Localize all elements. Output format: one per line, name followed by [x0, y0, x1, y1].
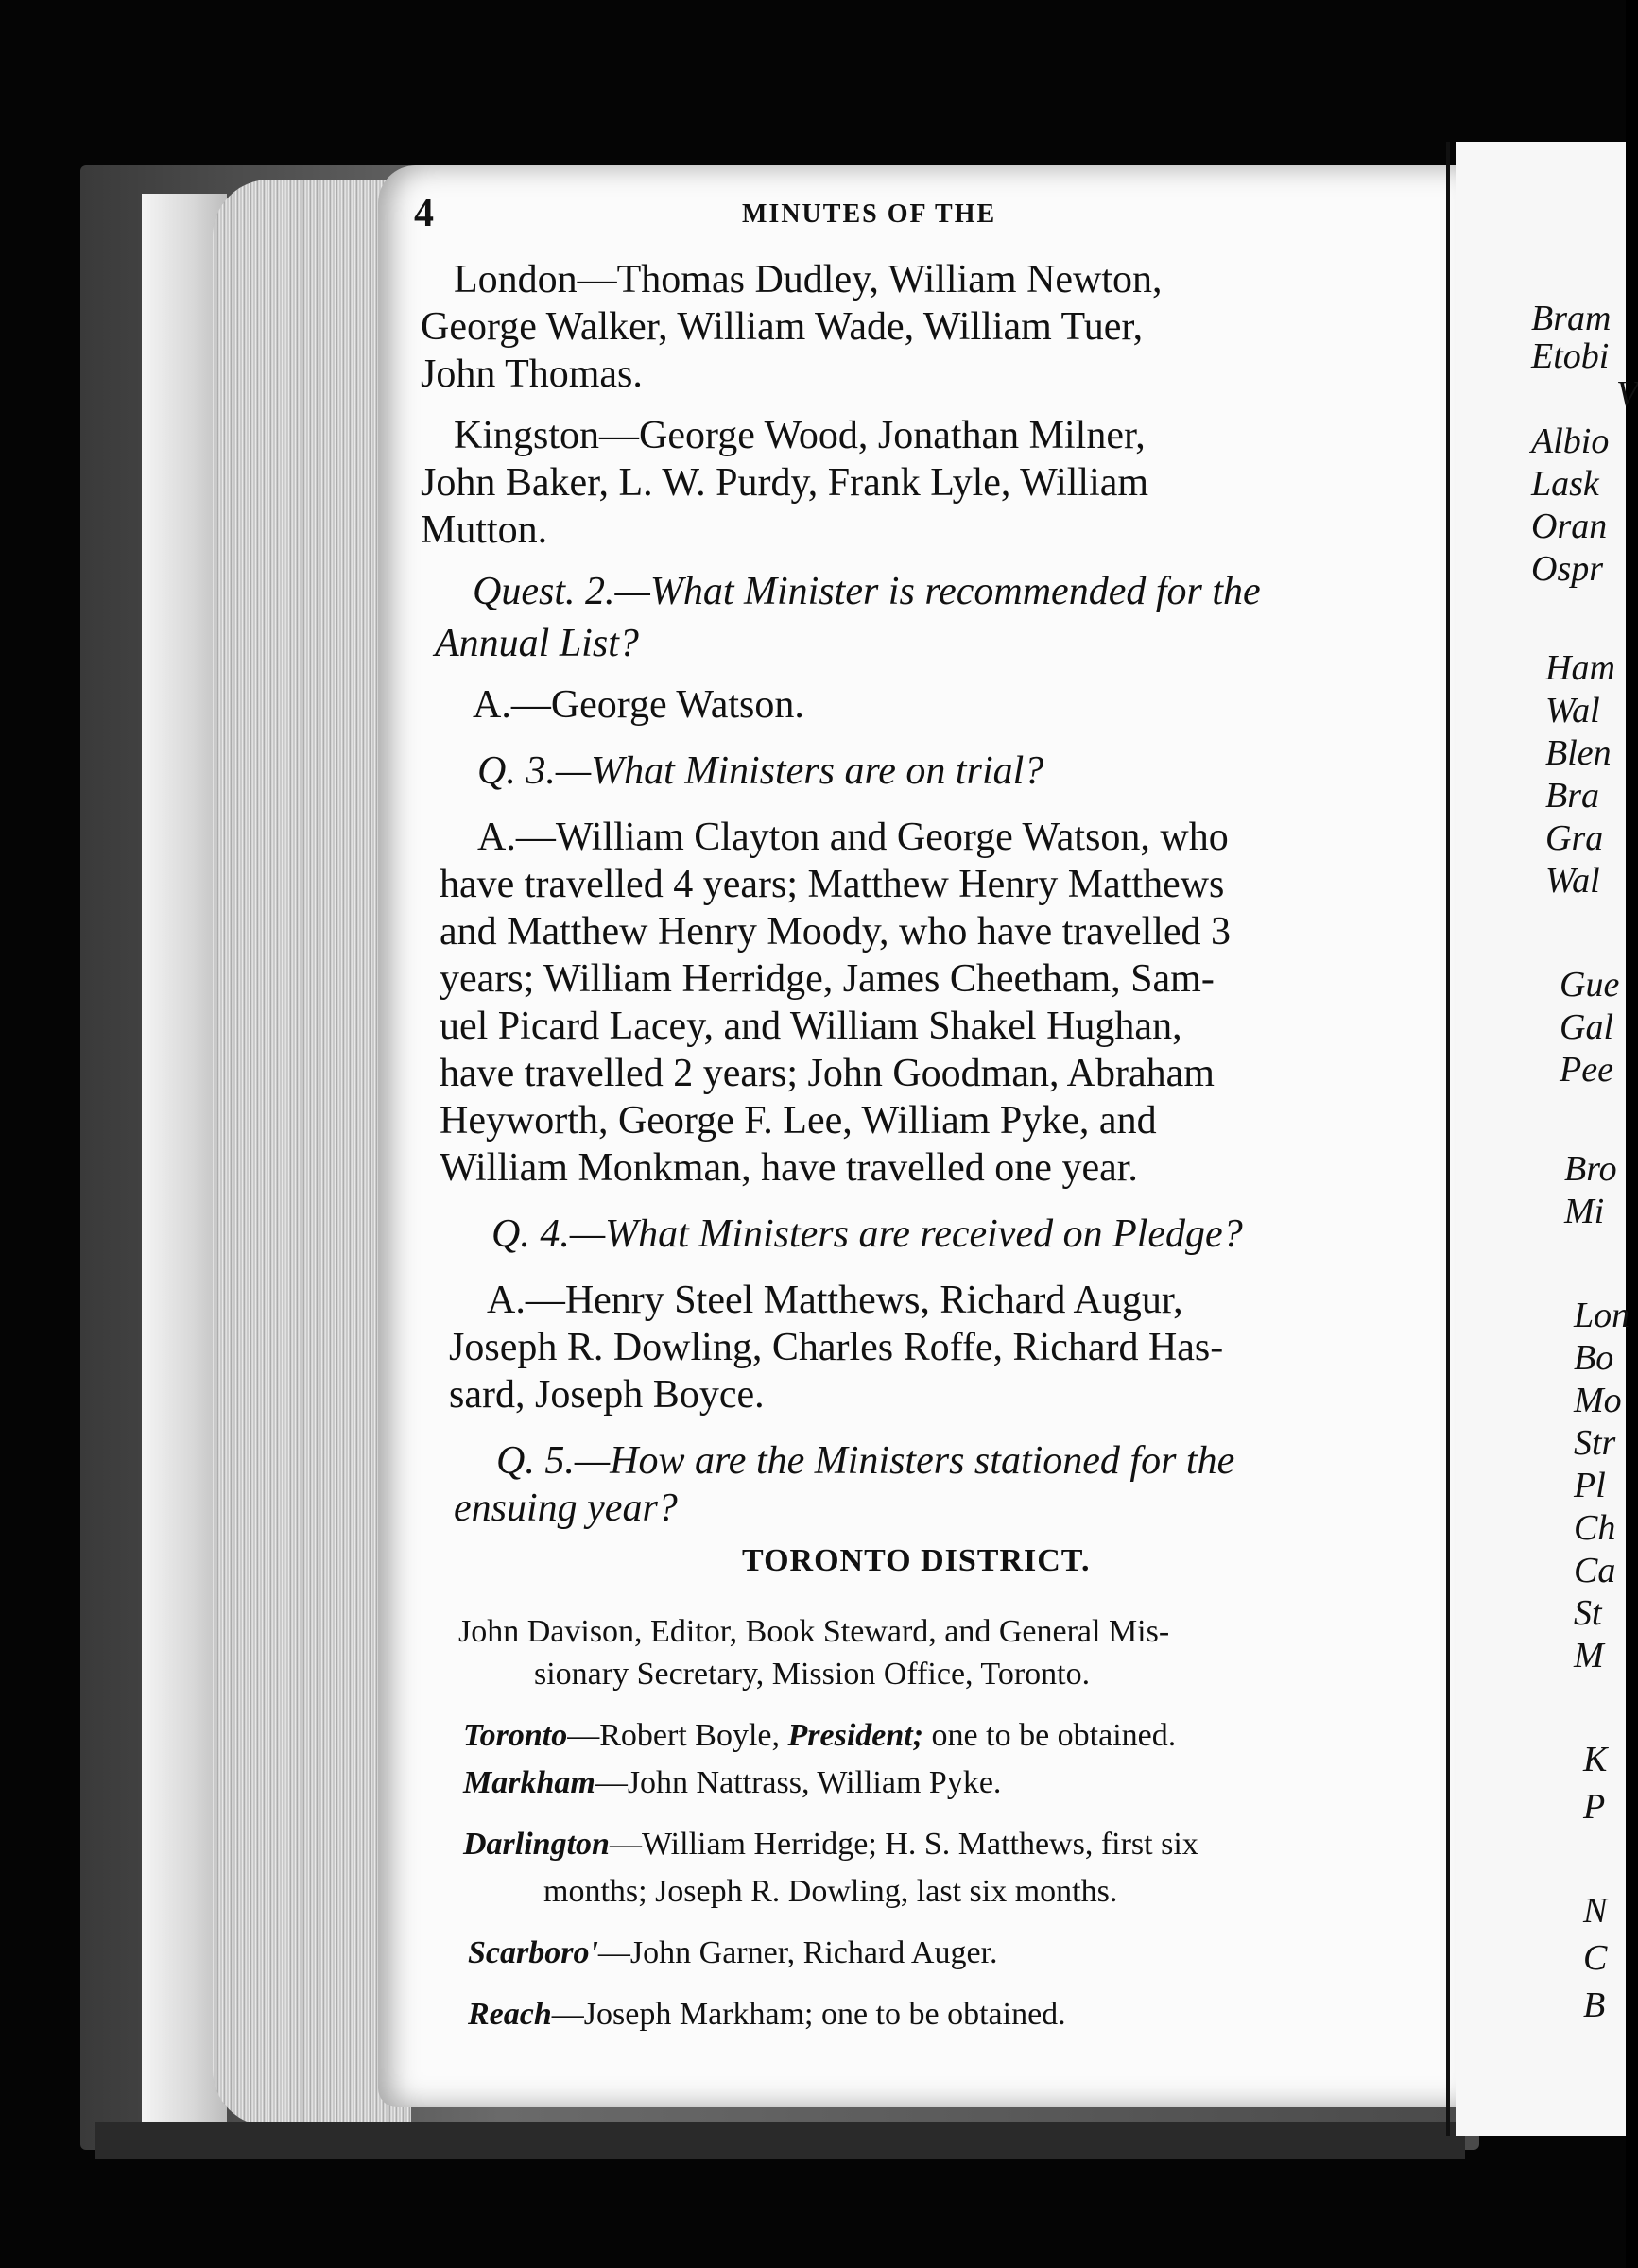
answer-line: and Matthew Henry Moody, who have travelled 3: [440, 910, 1232, 954]
fragment-line: Ospr: [1531, 549, 1604, 589]
place-name: Toronto: [463, 1718, 568, 1753]
district-heading: TORONTO DISTRICT.: [742, 1543, 1091, 1578]
answer-line: A.—William Clayton and George Watson, who: [477, 816, 1229, 859]
answer-line: William Monkman, have travelled one year.: [440, 1146, 1138, 1190]
fragment-line: Wal: [1545, 861, 1600, 901]
answer-line: Heyworth, George F. Lee, William Pyke, and: [440, 1099, 1157, 1143]
fragment-line: Ch: [1574, 1508, 1616, 1548]
fragment-line: Albio: [1531, 421, 1610, 461]
text-line: Mutton.: [421, 508, 548, 552]
answer-line: Joseph R. Dowling, Charles Roffe, Richard Has-: [449, 1326, 1224, 1369]
text-line: John Thomas.: [421, 352, 643, 396]
answer-line: sard, Joseph Boyce.: [449, 1373, 765, 1417]
role-text: President;: [787, 1718, 924, 1753]
question-line: Quest. 2.—What Minister is recommended for the: [473, 570, 1261, 613]
station-text: —John Garner, Richard Auger.: [597, 1935, 998, 1970]
station-line: John Davison, Editor, Book Steward, and General Mis-: [458, 1614, 1170, 1649]
fragment-line: Etobi: [1531, 336, 1610, 376]
right-page-fragment: [1456, 142, 1638, 2136]
fragment-line: Oran: [1531, 507, 1608, 546]
fragment-line: Lon: [1574, 1296, 1630, 1335]
station-text: —Robert Boyle,: [567, 1718, 788, 1753]
question-line: Annual List?: [435, 622, 639, 665]
station-line: [463, 1829, 1198, 1861]
station-line: months; Joseph R. Dowling, last six months.: [543, 1874, 1118, 1909]
station-text: —John Nattrass, William Pyke.: [595, 1765, 1002, 1800]
left-page: [378, 165, 1465, 2107]
fragment-line: Pl: [1574, 1466, 1606, 1505]
place-name: Scarboro': [468, 1935, 598, 1970]
text-line: George Walker, William Wade, William Tuer,: [421, 305, 1144, 349]
fragment-line: Ca: [1574, 1551, 1616, 1590]
fragment-line: Gra: [1545, 818, 1604, 858]
fragment-line: Ham: [1545, 648, 1615, 688]
answer-line: A.—George Watson.: [473, 683, 804, 727]
fragment-line: Wal: [1545, 691, 1600, 730]
fragment-line: Mo: [1574, 1381, 1622, 1420]
book-bottom-edge: [95, 2122, 1465, 2159]
place-name: Markham: [463, 1765, 595, 1800]
fragment-line: C: [1583, 1938, 1608, 1978]
fragment-line: N: [1583, 1891, 1608, 1931]
question-line: Q. 5.—How are the Ministers stationed for the: [496, 1439, 1235, 1483]
fragment-line: Lask: [1531, 464, 1599, 504]
running-head: MINUTES OF THE: [742, 199, 997, 229]
station-line: [468, 1937, 998, 1969]
fragment-line: Bro: [1564, 1149, 1617, 1189]
page-number: 4: [414, 192, 434, 235]
fragment-line: Bo: [1574, 1338, 1614, 1378]
station-text: —William Herridge; H. S. Matthews, first six: [609, 1827, 1198, 1862]
fragment-line: Bram: [1531, 299, 1612, 338]
fragment-line: K: [1583, 1740, 1608, 1779]
answer-line: have travelled 4 years; Matthew Henry Matthews: [440, 863, 1225, 906]
fragment-line: St: [1574, 1593, 1602, 1633]
gutter-line: [1446, 142, 1450, 2136]
fragment-line: Gal: [1560, 1007, 1613, 1047]
question-line: Q. 4.—What Ministers are received on Pledge?: [491, 1212, 1243, 1256]
fragment-line: M: [1574, 1636, 1604, 1675]
place-name: Reach: [468, 1997, 552, 2032]
fragment-line: P: [1583, 1787, 1606, 1827]
answer-line: A.—Henry Steel Matthews, Richard Augur,: [487, 1279, 1183, 1322]
question-line: ensuing year?: [454, 1486, 678, 1530]
answer-line: have travelled 2 years; John Goodman, Abraham: [440, 1052, 1215, 1095]
text-line: Kingston—George Wood, Jonathan Milner,: [454, 414, 1146, 457]
station-line: sionary Secretary, Mission Office, Toronto.: [534, 1657, 1091, 1692]
station-line: [463, 1720, 1176, 1752]
fragment-line: Str: [1574, 1423, 1616, 1463]
station-line: [468, 1999, 1066, 2031]
answer-line: uel Picard Lacey, and William Shakel Hughan,: [440, 1005, 1182, 1048]
fragment-line: Gue: [1560, 965, 1620, 1005]
fragment-line: Mi: [1564, 1192, 1605, 1231]
fragment-line: Pee: [1560, 1050, 1613, 1090]
station-line: [463, 1767, 1001, 1799]
question-line: Q. 3.—What Ministers are on trial?: [477, 749, 1044, 793]
place-name: Darlington: [463, 1827, 610, 1862]
fragment-line: B: [1583, 1985, 1606, 2025]
text-line: John Baker, L. W. Purdy, Frank Lyle, William: [421, 461, 1149, 505]
station-text: one to be obtained.: [923, 1718, 1177, 1753]
answer-line: years; William Herridge, James Cheetham, Sam-: [440, 957, 1215, 1001]
fragment-line: V: [1616, 374, 1638, 414]
station-text: —Joseph Markham; one to be obtained.: [551, 1997, 1066, 2032]
fragment-line: Bra: [1545, 776, 1599, 816]
text-line: London—Thomas Dudley, William Newton,: [454, 258, 1163, 301]
fragment-line: Blen: [1545, 733, 1612, 773]
